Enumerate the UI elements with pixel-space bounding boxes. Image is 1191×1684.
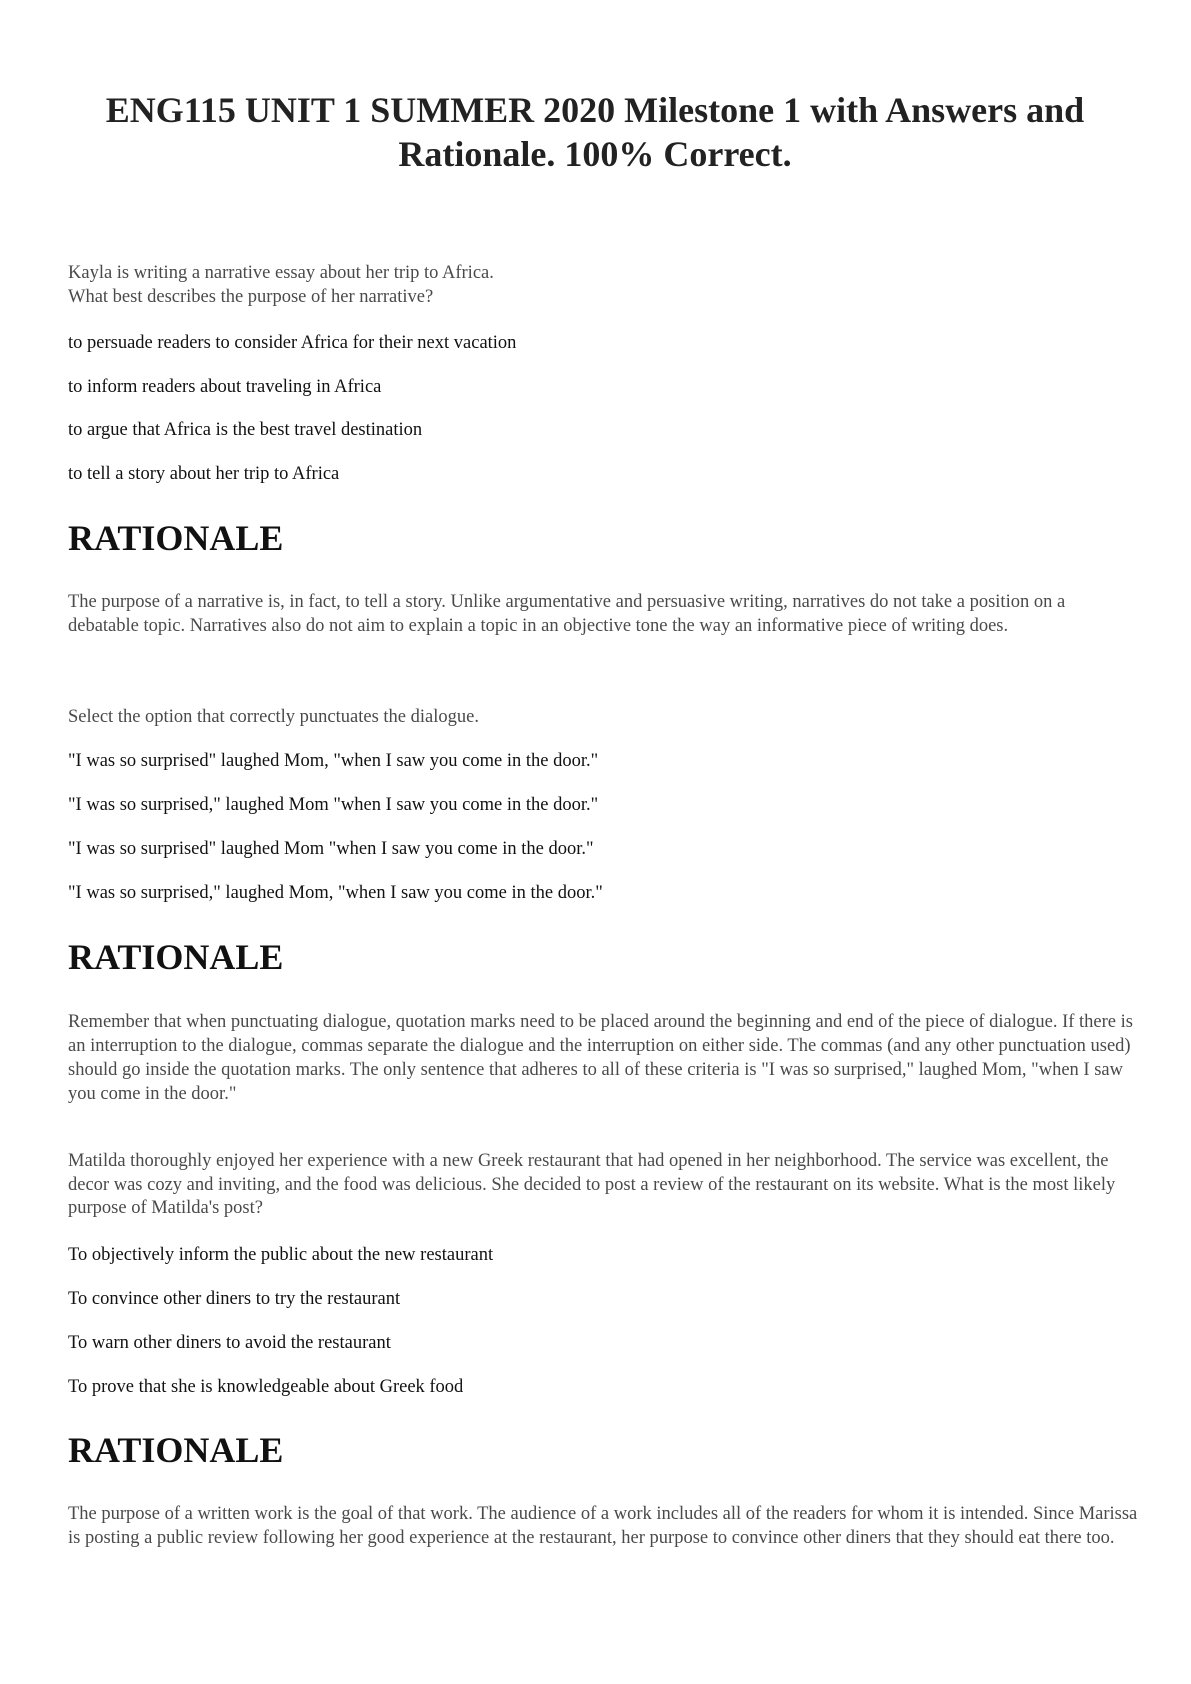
- rationale-text: Remember that when punctuating dialogue, quotation marks need to be placed around the beginning and end of the piece of dialogue. If there is an interruption to the dialogue, commas separate the dialogue and the interruption on either side. The commas (and any other punctuation used) should go inside the quotation marks. The only sentence that adheres to all of these criteria is "I was so surprised," laughed Mom, "when I saw you come in the door.": [68, 1012, 1133, 1104]
- question-2-option-d[interactable]: "I was so surprised," laughed Mom, "when I saw you come in the door.": [68, 883, 603, 903]
- question-2-option-c[interactable]: "I was so surprised" laughed Mom "when I saw you come in the door.": [68, 839, 594, 859]
- rationale-heading: RATIONALE: [68, 1430, 284, 1470]
- question-3-prompt: [68, 1150, 1138, 1221]
- rationale-text: The purpose of a narrative is, in fact, to tell a story. Unlike argumentative and persuasive writing, narratives do not take a position on a debatable topic. Narratives also do not aim to explain a topic in an objective tone the way an informative piece of writing does.: [68, 592, 1066, 636]
- question-2-option-a[interactable]: "I was so surprised" laughed Mom, "when I saw you come in the door.": [68, 751, 599, 771]
- question-1-option-a[interactable]: to persuade readers to consider Africa for their next vacation: [68, 333, 517, 353]
- question-prompt-line: Select the option that correctly punctuates the dialogue.: [68, 707, 479, 727]
- question-2-prompt: [68, 706, 1138, 730]
- question-3-option-b[interactable]: To convince other diners to try the restaurant: [68, 1289, 401, 1309]
- question-2-option-b[interactable]: "I was so surprised," laughed Mom "when I saw you come in the door.": [68, 795, 599, 815]
- question-prompt-line: Kayla is writing a narrative essay about her trip to Africa.: [68, 263, 494, 283]
- question-3-option-d[interactable]: To prove that she is knowledgeable about Greek food: [68, 1377, 464, 1397]
- question-1-option-b[interactable]: to inform readers about traveling in Africa: [68, 377, 382, 397]
- question-prompt-line: Matilda thoroughly enjoyed her experience with a new Greek restaurant that had opened in her neighborhood. The service was excellent, the decor was cozy and inviting, and the food was delicious. She decided to post a review of the restaurant on its website. What is the most likely purpose of Matilda's post?: [68, 1151, 1116, 1218]
- question-1-prompt: [68, 262, 1138, 309]
- question-prompt-line: What best describes the purpose of her narrative?: [68, 286, 434, 307]
- question-1-option-d[interactable]: to tell a story about her trip to Africa: [68, 464, 340, 484]
- question-3-option-c[interactable]: To warn other diners to avoid the restaurant: [68, 1333, 391, 1353]
- question-1-option-c[interactable]: to argue that Africa is the best travel destination: [68, 420, 423, 440]
- rationale-heading: RATIONALE: [68, 518, 284, 558]
- document-title: ENG115 UNIT 1 SUMMER 2020 Milestone 1 with Answers and Rationale. 100% Correct.: [105, 90, 1085, 174]
- question-3-option-a[interactable]: To objectively inform the public about the new restaurant: [68, 1245, 494, 1265]
- rationale-heading: RATIONALE: [68, 937, 284, 977]
- rationale-text: The purpose of a written work is the goal of that work. The audience of a work includes all of the readers for whom it is intended. Since Marissa is posting a public review following her good experience at the restaurant, her purpose to convince other diners that they should eat there too.: [68, 1504, 1138, 1548]
